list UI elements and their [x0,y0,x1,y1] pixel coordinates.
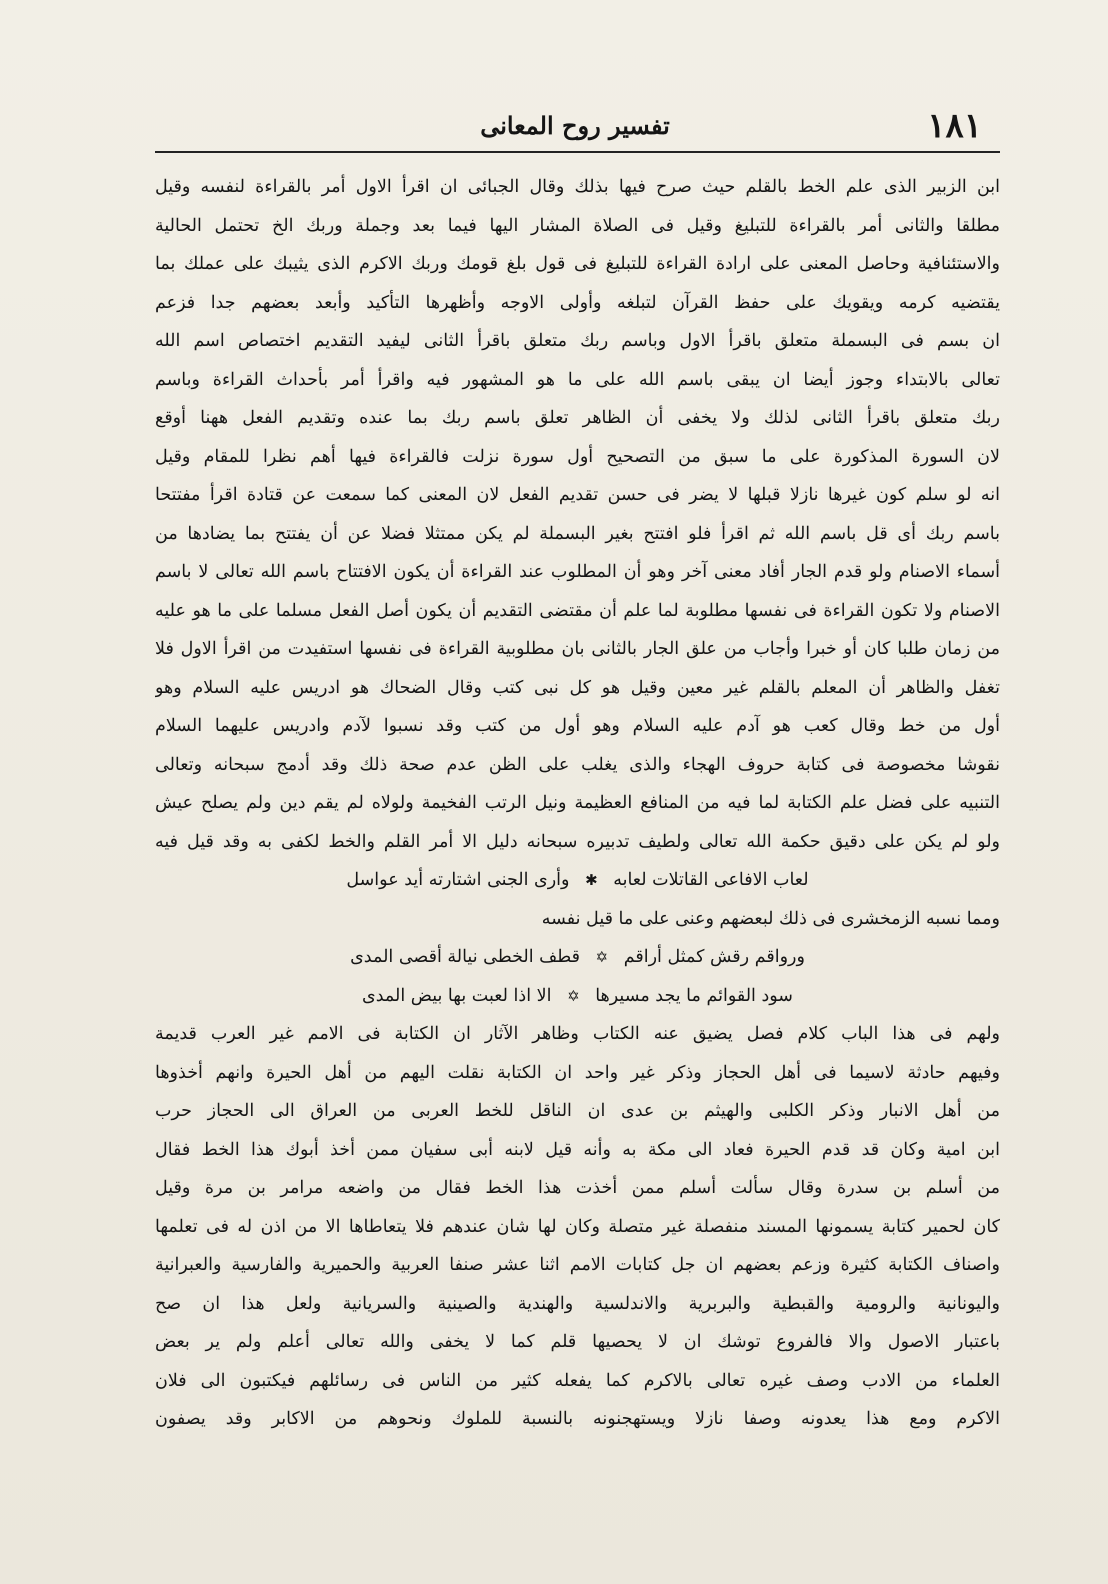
text-line: من زمان طلبا كان أو خبرا وأجاب من علق الجار بالثانى بان مطلوبية القراءة فى نفسها استفيدت من اقرأ الاول فلا [155,639,1000,659]
verse-hemistich-right: سود القوائم ما يجد مسيرها [595,985,793,1006]
verse-separator-icon: ✡ [595,948,609,966]
text-line: العلماء من الادب وصف غيره تعالى بالاكرم كما يفعله كثير من الناس فى رسائلهم فيكتبون الى فلان [155,1370,1000,1391]
text-line: انه لو سلم كون غيرها نازلا قبلها لا يضر فى حسن تقديم الفعل لان المعنى كما سمعت عن قتادة اقرأ مفتتحا [155,485,1000,505]
text-line: باسم ربك أى قل باسم الله ثم اقرأ فلو افتتح بغير البسملة لم يكن ممتثلا فضلا عن أن يفتتح بما يضادها من [155,523,1000,544]
text-line: من أهل الانبار وذكر الكلبى والهيثم بن عدى ان الناقل للخط العربى من العراق الى الحجاز حرب [155,1101,1000,1121]
page-header [150,104,1000,148]
text-line: أول من خط وقال كعب هو آدم عليه السلام وهو أول من كتب وقد نسبوا لآدم وادريس عليهما السلام [155,716,1000,736]
text-line: والاستئنافية وحاصل المعنى على ارادة القراءة للتبليغ فى قول بلغ قومك وربك الاكرم الذى يثيبك على عملك بما [155,254,1000,274]
text-line: من أسلم بن سدرة وقال سألت أسلم ممن أخذت هذا الخط فقال من واضعه مرامر بن مرة وقيل [155,1178,1000,1198]
text-line: تغفل والظاهر أن المعلم بالقلم غير معين وقيل هو كل نبى كتب وقال الضحاك هو ادريس عليه السلام وهو [155,677,1000,698]
text-line: ان بسم فى البسملة متعلق باقرأ الاول وباسم ربك متعلق باقرأ الثانى ليفيد التقديم اختصاص اسم الله [155,331,1000,351]
text-line: لان السورة المذكورة على ما سبق من التصحيح أول سورة نزلت فالقراءة فيها أهم نظرا للمقام وقيل [155,446,1000,467]
text-line: ابن الزبير الذى علم الخط بالقلم حيث صرح فيها بذلك وقال الجبائى ان اقرأ الاول أمر بالقراءة لنفسه وقيل [155,177,1000,197]
text-line: واصناف الكتابة كثيرة وزعم بعضهم ان جل كتابات الامم اثنا عشر صنفا العربية والحميرية والفارسية والعبرانية [155,1255,1000,1275]
text-line: ولهم فى هذا الباب كلام فصل يضيق عنه الكتاب وظاهر الآثار ان الكتابة فى الامم غير العرب قديمة [155,1024,1000,1044]
text-line: مطلقا والثانى أمر بالقراءة للتبليغ وقيل فى الصلاة المشار اليها فيما بعد وجملة وربك الخ تحتمل الحالية [155,215,1000,236]
verse-hemistich-left: الا اذا لعبت بها بيض المدى [362,985,552,1006]
text-line: التنبيه على فضل علم الكتابة لما فيه من المنافع العظيمة ونيل الرتب الفخيمة ولولاه لم يقم دين ولم يصلح عيش [155,793,1000,813]
verse-hemistich-left: قطف الخطى نيالة أقصى المدى [350,947,580,967]
page-number: ١٨١ [927,106,982,146]
running-title: تفسير روح المعانى [480,111,670,140]
text-line: نقوشا مخصوصة فى كتابة حروف الهجاء والذى يغلب على الظن عدم صحة ذلك وقد أدمج سبحانه وتعالى [155,754,1000,775]
text-line: الاصنام ولا تكون القراءة فى نفسها مطلوبة لما علم أن مقتضى التقديم أن يكون أصل الفعل مسلما على ما هو عليه [155,600,1000,621]
verse-separator-icon: ✡ [567,986,580,1005]
text-line: كان لحمير كتابة يسمونها المسند منفصلة غير متصلة وكان لها شان عندهم فلا يتعاطاها الا من اذن له فى تعلمها [155,1216,1000,1237]
verse-line [155,861,1000,900]
text-line: أسماء الاصنام ولو قدم الجار أفاد معنى آخر وهو أن المطلوب عند القراءة أن يكون الافتتاح باسم الله تعالى لا باسم [155,562,1000,582]
verse-line [155,938,1000,977]
header-rule [155,151,1000,153]
text-line: باعتبار الاصول والا فالفروع توشك ان لا يحصيها قلم كما لا يخفى والله تعالى أعلم ولم ير بعض [155,1332,1000,1352]
text-line: الاكرم ومع هذا يعدونه وصفا نازلا ويستهجنونه بالنسبة للملوك ونحوهم من الاكابر وقد يصفون [155,1409,1000,1429]
text-line: يقتضيه كرمه ويقويك على حفظ القرآن لتبلغه وأولى الاوجه وأظهرها التأكيد وأبعد بعضهم جدا فزعم [155,292,1000,313]
text-line: ابن امية وكان قد قدم الحيرة فعاد الى مكة به وأنه قيل لابنه أبى سفيان ممن أخذ أبوك هذا الخط فقال [155,1139,1000,1160]
verse-hemistich-left: وأرى الجنى اشتارته أيد عواسل [346,870,570,890]
text-body [155,168,1000,1439]
text-line: وفيهم حادثة لاسيما فى أهل الحجاز وذكر غير واحد ان الكتابة نقلت اليهم من أهل الحيرة وانهم أخذوها [155,1062,1000,1083]
verse-line [155,977,1000,1016]
verse-separator-icon: ✱ [585,871,598,889]
text-line: ربك متعلق باقرأ الثانى لذلك ولا يخفى أن الظاهر تعلق باسم ربك بما عنده وتقديم الفعل ههنا أوقع [155,408,1000,428]
text-line: تعالى بالابتداء وجوز أيضا ان يبقى باسم الله على ما هو المشهور فيه واقرأ أمر بأحداث القراءة وباسم [155,369,1000,390]
text-line: واليونانية والرومية والقبطية والبربرية والاندلسية والهندية والصينية والسريانية ولعل هذا ان صح [155,1293,1000,1314]
text-line: ولو لم يكن على دقيق حكمة الله تعالى ولطيف تدبيره سبحانه دليل الا أمر القلم والخط لكفى به وقد قيل فيه [155,831,1000,852]
verse-hemistich-right: لعاب الافاعى القاتلات لعابه [613,870,809,890]
verse-hemistich-right: ورواقم رقش كمثل أراقم [623,947,805,967]
text-line: ومما نسبه الزمخشرى فى ذلك لبعضهم وعنى على ما قيل نفسه [541,908,1000,929]
